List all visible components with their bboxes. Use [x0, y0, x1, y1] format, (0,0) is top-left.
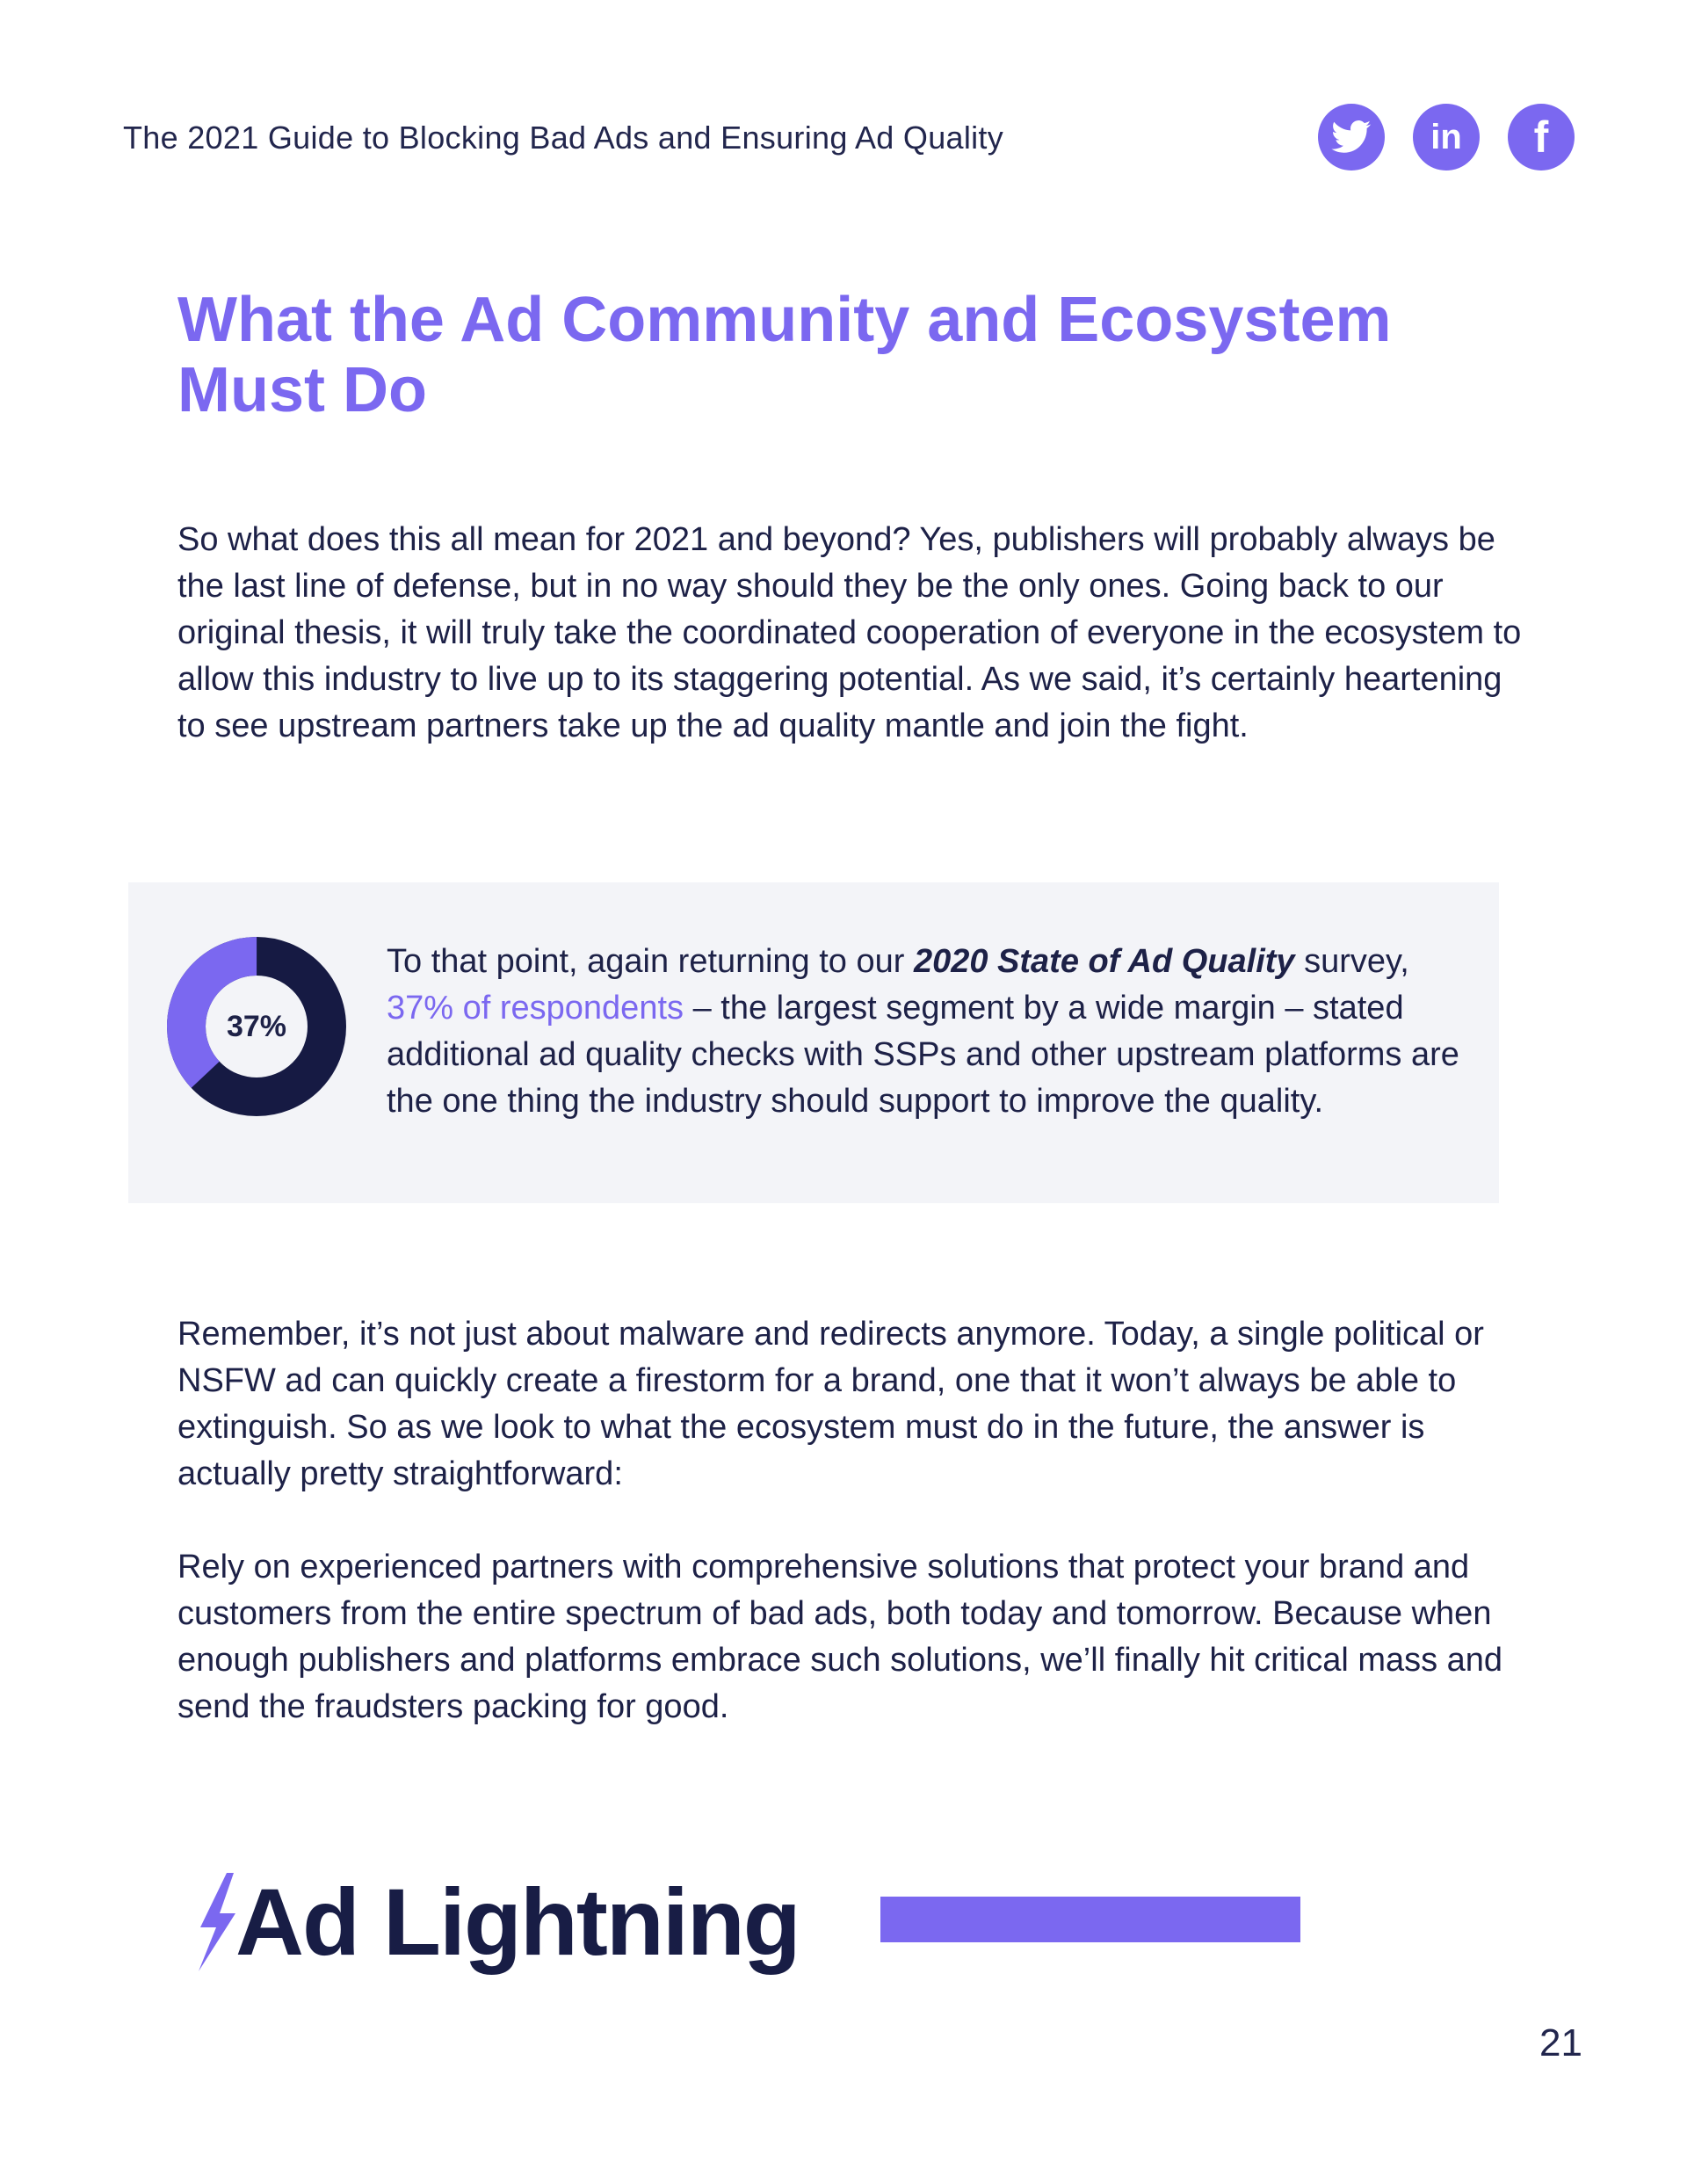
- ecosystem-paragraph: Remember, it’s not just about malware and redirects anymore. Today, a single political or NSFW ad can quickly create a firestorm for a brand, one that it won’t always be able to extinguish. So as we look to what the ecosystem must do in the future, the answer is actually pretty straightforward:: [177, 1316, 1484, 1492]
- twitter-icon: [1331, 120, 1372, 155]
- recommendation-paragraph: Rely on experienced partners with comprehensive solutions that protect your brand and customers from the entire spectrum of bad ads, both today and tomorrow. Because when enough publishers and platforms embrace such solutions, we’ll finally hit critical mass and send the fraudsters packing for good.: [177, 1549, 1503, 1725]
- section-heading: [177, 285, 1548, 425]
- callout-text-part-1: To that point, again returning to our: [387, 943, 914, 980]
- section-heading-line-2: Must Do: [177, 355, 427, 425]
- document-header-title: The 2021 Guide to Blocking Bad Ads and Ensuring Ad Quality: [123, 120, 1004, 156]
- twitter-share-button[interactable]: [1318, 104, 1385, 171]
- donut-percentage-label: 37%: [226, 1009, 287, 1043]
- survey-callout-box: [128, 882, 1499, 1203]
- linkedin-icon: in: [1430, 118, 1462, 156]
- logo-wordmark: Ad Lightning: [235, 1868, 800, 1975]
- footer-accent-bar: [880, 1897, 1300, 1942]
- facebook-share-button[interactable]: [1508, 104, 1575, 171]
- respondents-highlight: 37% of respondents: [387, 990, 684, 1027]
- callout-text-part-3: – the largest segment by a wide margin – stated additional ad quality checks with SSPs and other upstream platforms are the one thing the industry should support to improve the quality.: [387, 990, 1459, 1120]
- ad-lightning-logo: [195, 1865, 800, 1979]
- intro-paragraph: So what does this all mean for 2021 and beyond? Yes, publishers will probably always be the last line of defense, but in no way should they be the only ones. Going back to our original thesis, it will truly take the coordinated cooperation of everyone in the ecosystem to allow this industry to live up to its staggering potential. As we said, it’s certainly heartening to see upstream partners take up the ad quality mantle and join the fight.: [177, 521, 1522, 744]
- survey-name: 2020 State of Ad Quality: [913, 943, 1295, 980]
- facebook-icon: f: [1533, 112, 1549, 162]
- callout-text: [387, 939, 1485, 1125]
- page-number: 21: [1539, 2021, 1582, 2064]
- lightning-bolt-icon: [195, 1873, 239, 1971]
- linkedin-share-button[interactable]: [1413, 104, 1480, 171]
- callout-text-part-2: survey,: [1294, 943, 1409, 980]
- section-heading-line-1: What the Ad Community and Ecosystem: [177, 285, 1392, 355]
